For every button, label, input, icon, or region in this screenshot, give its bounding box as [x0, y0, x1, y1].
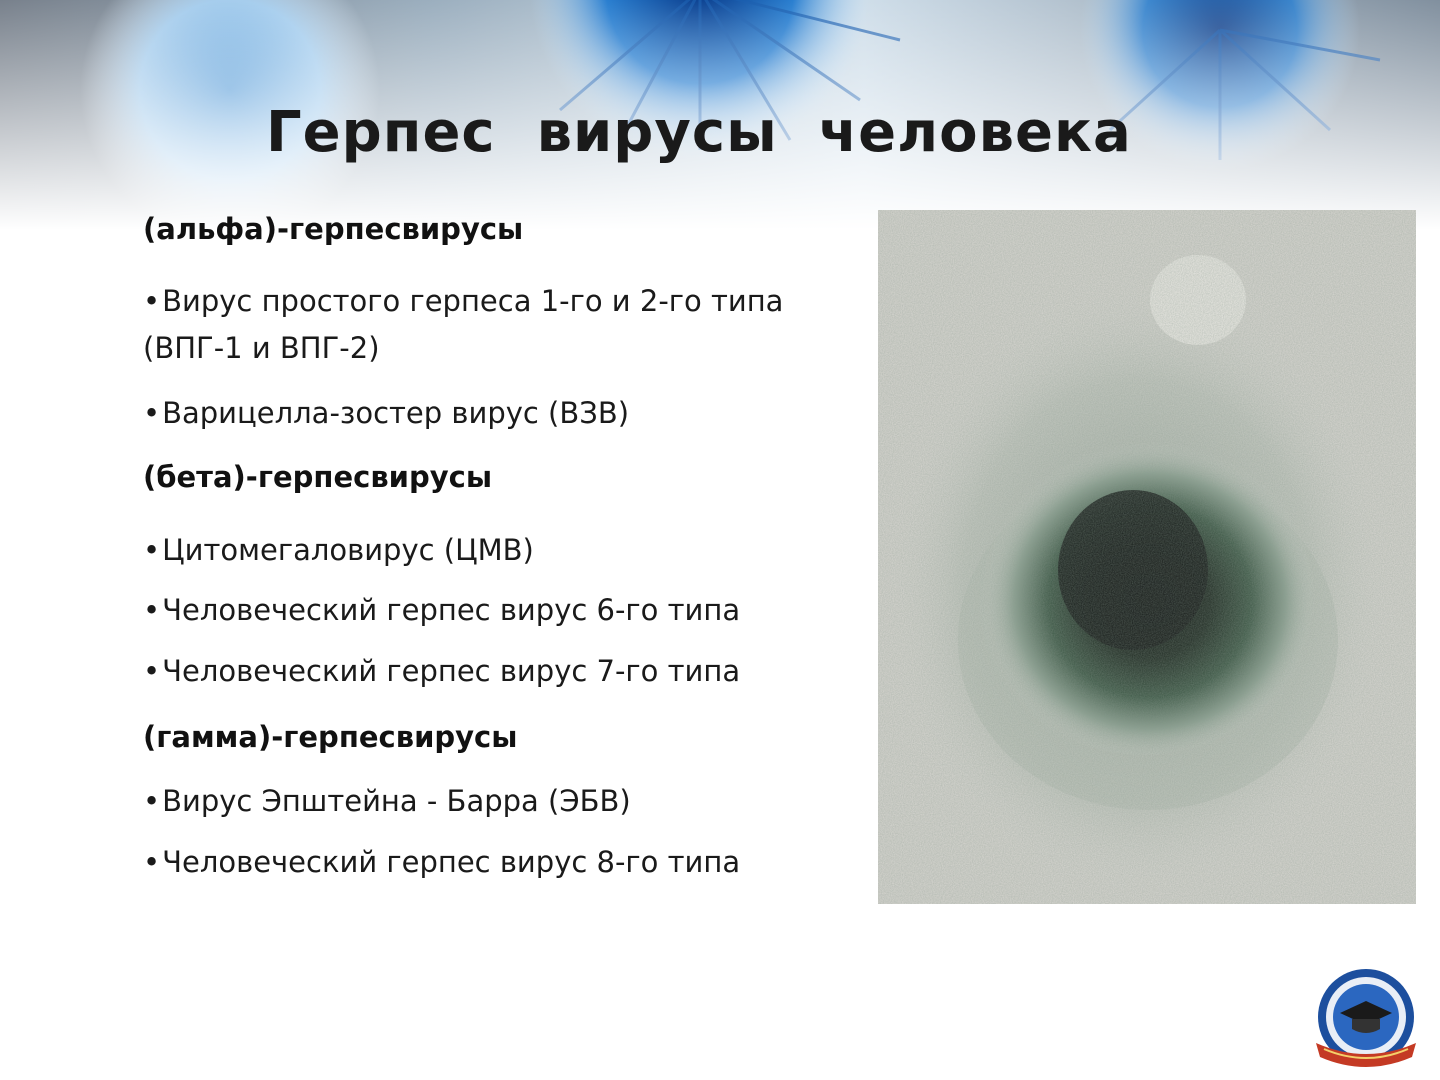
forum-logo: [1310, 965, 1422, 1077]
list-item-text-cont: (ВПГ-1 и ВПГ-2): [143, 331, 380, 365]
bullet: •: [143, 533, 161, 567]
list-item-text: Цитомегаловирус (ЦМВ): [162, 533, 534, 567]
slide-title: Герпес вирусы человека: [266, 100, 1132, 165]
bullet: •: [143, 784, 161, 818]
list-item-hhv8: [143, 839, 740, 886]
list-item-ebv: [143, 778, 631, 825]
list-item-text: Варицелла-зостер вирус (ВЗВ): [162, 396, 630, 430]
list-item-cmv: [143, 527, 534, 574]
list-item-vzv: [143, 390, 629, 437]
list-item-hhv6: [143, 587, 740, 634]
group-heading-gamma: (гамма)-герпесвирусы: [143, 720, 518, 754]
list-item-text: Вирус Эпштейна - Барра (ЭБВ): [162, 784, 631, 818]
list-item-text: Человеческий герпес вирус 6-го типа: [162, 593, 741, 627]
bullet: •: [143, 654, 161, 688]
group-heading-beta: (бета)-герпесвирусы: [143, 460, 493, 494]
group-heading-alpha: (альфа)-герпесвирусы: [143, 212, 524, 246]
list-item-hhv7: [143, 648, 740, 695]
list-item-text: Вирус простого герпеса 1-го и 2-го типа: [162, 284, 784, 318]
bullet: •: [143, 284, 161, 318]
bullet: •: [143, 845, 161, 879]
electron-micrograph-image: [878, 210, 1416, 904]
list-item-text: Человеческий герпес вирус 7-го типа: [162, 654, 741, 688]
bullet: •: [143, 396, 161, 430]
list-item-hsv: [143, 278, 783, 372]
list-item-text: Человеческий герпес вирус 8-го типа: [162, 845, 741, 879]
bullet: •: [143, 593, 161, 627]
